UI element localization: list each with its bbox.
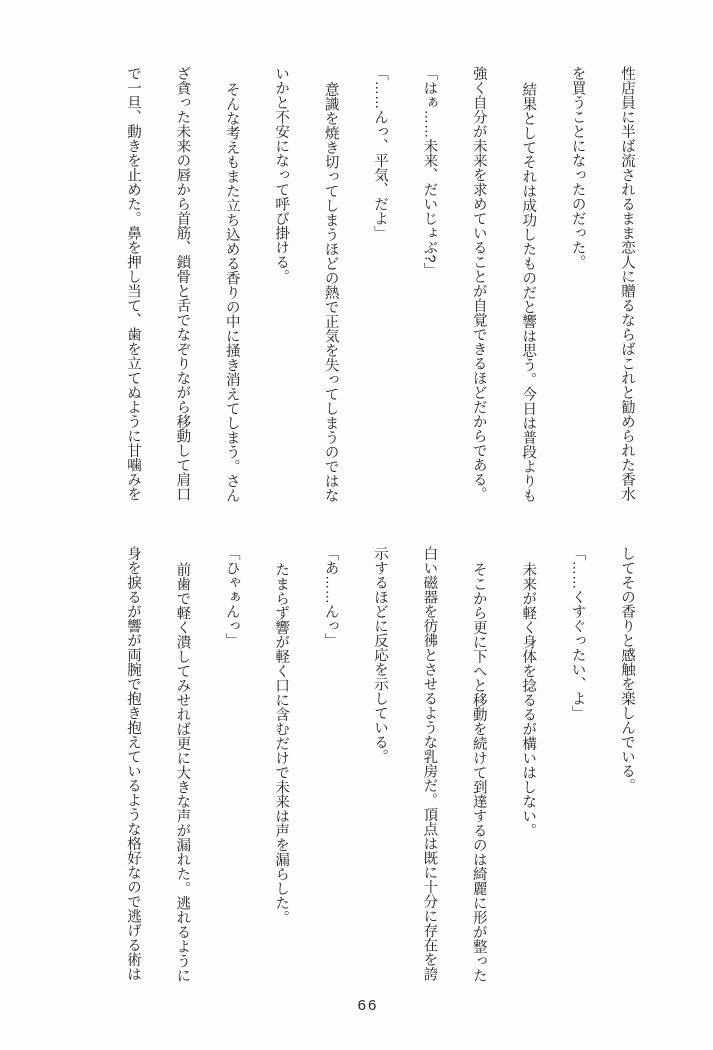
text-line: を買うことになったのだった。	[569, 66, 586, 269]
text-line: 性店員に半ば流されるまま恋人に贈るならばこれと勧められた香水	[619, 66, 635, 501]
text-line: 前歯で軽く潰してみせれば更に大きな声が漏れた。逃れるように	[174, 562, 191, 983]
dialogue-line: 「はぁ……未来、だいじょぶ?」	[421, 66, 438, 278]
text-block-upper	[105, 66, 651, 518]
text-line: いかと不安になって呼び掛ける。	[273, 66, 290, 284]
text-line: 示するほどに反応を示している。	[371, 546, 388, 764]
text-line: 身を捩るが響が両腕で抱き抱えているような格好なので逃げる術は	[124, 546, 141, 981]
text-line: そこから更に下へと移動を続けて到達するのは綺麗に形が整った	[470, 562, 487, 983]
dialogue-line: 「……くすぐったい、よ」	[569, 546, 586, 720]
text-block-lower	[105, 546, 651, 998]
text-line: 結果としてそれは成功したものだと響は思う。今日は普段よりも	[520, 82, 537, 503]
text-line: 未来が軽く身体を捻るるが構いはしない。	[520, 562, 537, 838]
text-line: 強く自分が未来を求めていることが自覚できるほどだからである。	[470, 66, 487, 501]
dialogue-line: 「ひゃぁんっ」	[223, 546, 240, 648]
text-line: してその香りと感触を楽しんでいる。	[619, 546, 635, 793]
text-line: 白い磁器を彷彿とさせるような乳房だ。頂点は既に十分に存在を誇	[421, 546, 438, 981]
text-line: ざ貪った未来の唇から首筋、鎖骨と舌でなぞりながら移動して肩口	[174, 66, 191, 501]
text-line: で一旦、動きを止めた。鼻を押し当て、歯を立てぬように甘噛みを	[124, 66, 141, 501]
dialogue-line: 「あ……んっ」	[322, 546, 339, 648]
page-number: 66	[357, 997, 379, 1014]
dialogue-line: 「……んっ、平気、だよ」	[371, 66, 388, 240]
text-line: そんな考えもまた立ち込める香りの中に掻き消えてしまう。さん	[223, 82, 240, 503]
text-line: たまらず響が軽く口に含むだけで未来は声を漏らした。	[273, 562, 290, 925]
text-line: 意識を焼き切ってしまうほどの熱で正気を失ってしまうのではな	[322, 82, 339, 503]
